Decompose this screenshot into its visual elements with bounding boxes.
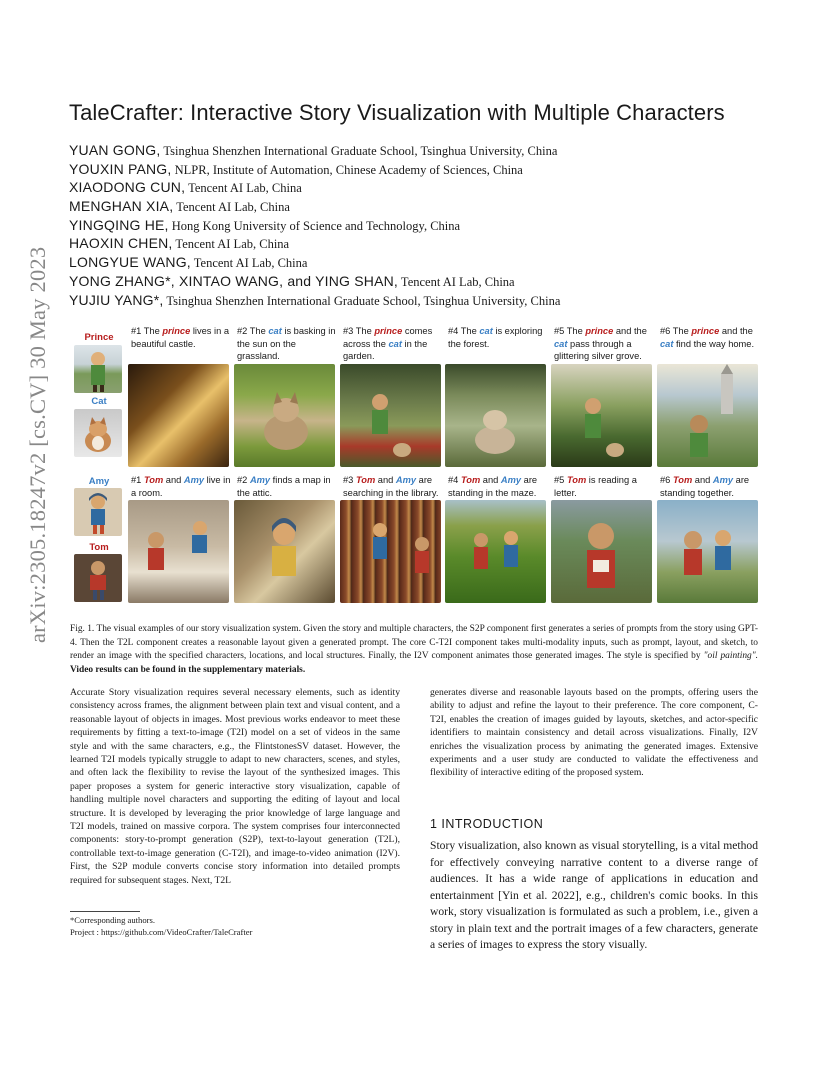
- author-affiliation: Hong Kong University of Science and Technology, China: [168, 218, 461, 233]
- footnote-rule: [70, 911, 140, 912]
- paper-title: TaleCrafter: Interactive Story Visualization with Multiple Characters: [69, 100, 725, 125]
- row1-caption-6: #6 The prince and the cat find the way home.: [660, 326, 755, 349]
- author-name: LONGYUE WANG,: [69, 254, 191, 271]
- author-name: YUAN GONG,: [69, 142, 161, 158]
- author-name: YONG ZHANG*, XINTAO WANG, and YING SHAN,: [69, 272, 399, 289]
- character-label-cat: Cat: [91, 396, 107, 407]
- author-line: [69, 291, 769, 310]
- author-affiliation: Tencent AI Lab, China: [172, 237, 290, 252]
- introduction-text: Story visualization, also known as visual storytelling, is a vital method for effectively conveying narrative content to a diverse range of audiences. It has a wide range of applications in education and entertainment [Yin et al. 2022], e.g., children's comic books. In this work, story visualization is formulated as such a problem, i.e., given a story in plain text and the portrait images of a few characters, generate a series of images to express the story visually.: [430, 839, 758, 951]
- abstract-left-column: Accurate Story visualization requires several necessary elements, such as identity consistency across frames, the alignment between plain text and visual content, and a reasonable layout of objects in images. Most previous works endeavor to meet these requirements by fitting a text-to-image (T2I) model on a set of videos in the same style and with the same characters, e.g., the FlintstonesSV dataset. However, the learned T2I models typically struggle to adapt to new characters, scenes, and styles, and often lack the flexibility to revise the layout of the synthesized images. This paper proposes a system for generic interactive story visualization, capable of handling multiple novel characters and supporting the editing of layout and local structure. It is developed by leveraging the prior knowledge of large language and T2I models, trained on massive corpora. The system comprises four interconnected components: story-to-prompt generation (S2P), text-to-layout generation (T2L), controllable text-to-image generation (C-T2I), and image-to-video animation (I2V). First, the S2P module converts concise story information into detailed prompts required for subsequent stages. Next, T2L: [70, 687, 400, 886]
- author-affiliation: Tsinghua Shenzhen International Graduate School, Tsinghua University, China: [160, 144, 558, 158]
- author-name: MENGHAN XIA,: [69, 198, 174, 215]
- character-label-prince: Prince: [84, 332, 114, 343]
- author-name: YOUXIN PANG,: [69, 160, 172, 177]
- author-affiliation: NLPR, Institute of Automation, Chinese Academy of Sciences, China: [171, 162, 523, 177]
- row1-caption-2: #2 The cat is basking in the sun on the grassland.: [237, 326, 336, 362]
- row2-caption-5: #5 Tom is reading a letter.: [554, 475, 637, 498]
- author-list: [69, 141, 769, 309]
- row1-caption-5: #5 The prince and the cat pass through a glittering silver grove.: [554, 326, 647, 362]
- author-line: [69, 216, 769, 235]
- story-image-silver-grove: [551, 364, 652, 467]
- story-image-letter: [551, 500, 652, 603]
- story-image-maze: [445, 500, 546, 603]
- row2-caption-4: #4 Tom and Amy are standing in the maze.: [448, 475, 538, 498]
- author-affiliation: Tencent AI Lab, China: [185, 181, 302, 196]
- story-image-together: [657, 500, 758, 603]
- story-image-attic: [234, 500, 335, 603]
- story-image-cat-grassland: [234, 364, 335, 467]
- character-label-amy: Amy: [88, 476, 110, 487]
- author-line: [69, 160, 769, 179]
- author-affiliation: Tsinghua Shenzhen International Graduate School, Tsinghua University, China: [163, 293, 561, 308]
- row2-caption-6: #6 Tom and Amy are standing together.: [660, 475, 750, 498]
- portrait-amy: [74, 488, 122, 536]
- section-heading-introduction: 1 INTRODUCTION: [430, 817, 544, 831]
- abstract-right-column: generates diverse and reasonable layouts based on the prompts, offering users the ability to adjust and refine the layout to their preference. The core component, C-T2I, enables the creation of images guided by layouts, sketches, and actor-specific identifiers to maintain consistency and detail across visualizations. Finally, I2V enriches the visualization process by animating the generated images. Extensive experiments and a user study are conducted to validate the effectiveness and flexibility of interactive editing of the proposed system.: [430, 687, 758, 779]
- author-line: [69, 197, 769, 216]
- author-name: HAOXIN CHEN,: [69, 235, 173, 252]
- row1-caption-1: #1 The prince lives in a beautiful castle.: [131, 326, 230, 349]
- author-line: [69, 253, 769, 272]
- story-image-castle: [128, 364, 229, 467]
- author-affiliation: Tencent AI Lab, China: [190, 256, 308, 271]
- footnote-project: Project : https://github.com/VideoCrafter/TaleCrafter: [70, 926, 253, 937]
- figure-caption: Fig. 1. The visual examples of our story visualization system. Given the story and multiple characters, the S2P component first generates a series of prompts from the story using GPT-4. Then the T2L component creates a reasonable layout given a generated prompt. The core C-T2I component takes multi-modality inputs, such as prompt, layout, and sketch, to render an image with the specified characters, locations, and local structures. Finally, the I2V component animates those generated images. The style is specified by "oil painting". Video results can be found in the supplementary materials.: [70, 624, 759, 675]
- author-name: YUJIU YANG*,: [69, 291, 164, 308]
- story-image-library: [340, 500, 441, 603]
- portrait-tom: [74, 554, 122, 602]
- portrait-cat: [74, 409, 122, 457]
- author-line: [69, 234, 769, 253]
- arxiv-side-label: arXiv:2305.18247v2 [cs.CV] 30 May 2023: [25, 246, 50, 643]
- row2-caption-2: #2 Amy finds a map in the attic.: [237, 475, 331, 498]
- footnotes: [70, 915, 410, 938]
- portrait-prince: [74, 345, 122, 393]
- story-image-cat-forest: [445, 364, 546, 467]
- footnote-corresponding: *Corresponding authors.: [70, 915, 155, 925]
- story-image-way-home: [657, 364, 758, 467]
- author-name: XIAODONG CUN,: [69, 179, 186, 196]
- author-name: YINGQING HE,: [69, 216, 169, 233]
- row2-caption-1: #1 Tom and Amy live in a room.: [131, 475, 231, 498]
- author-affiliation: Tencent AI Lab, China: [173, 200, 290, 215]
- author-affiliation: Tencent AI Lab, China: [398, 274, 515, 289]
- character-label-tom: Tom: [89, 542, 109, 553]
- row1-caption-3: #3 The prince comes across the cat in the garden.: [343, 326, 433, 362]
- author-line: [69, 272, 769, 291]
- author-line: [69, 141, 769, 160]
- row2-caption-3: #3 Tom and Amy are searching in the library.: [343, 475, 439, 498]
- story-image-room: [128, 500, 229, 603]
- author-line: [69, 178, 769, 197]
- row1-caption-4: #4 The cat is exploring the forest.: [448, 326, 543, 349]
- story-image-garden: [340, 364, 441, 467]
